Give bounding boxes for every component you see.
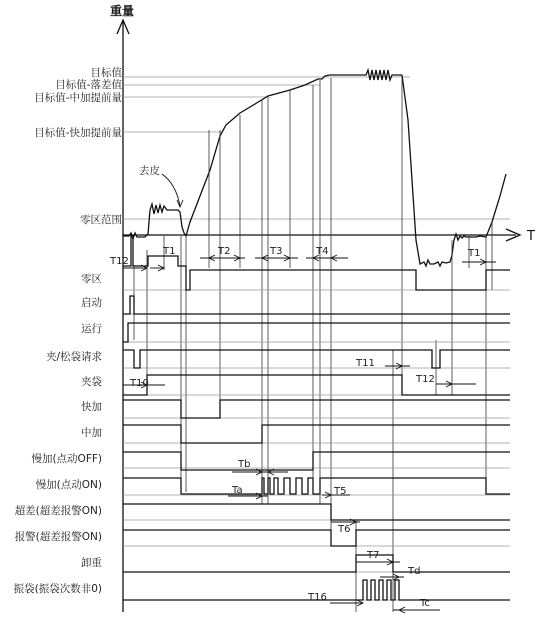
x-axis-title: T xyxy=(527,229,535,244)
level-label-target: 目标值 xyxy=(90,67,122,79)
signal-labels xyxy=(14,273,103,595)
weight-curve-discharge-and-second-cycle xyxy=(402,75,506,266)
timer-label-t12b: T12 xyxy=(416,374,435,385)
weight-curve xyxy=(123,70,506,266)
waveform-slow-feed-jog-off xyxy=(123,452,510,470)
signal-label-slow-feed-jog-off: 慢加(点动OFF) xyxy=(31,453,102,465)
signal-label-bag-vibrate: 振袋(振袋次数非0) xyxy=(13,583,102,595)
weight-levels xyxy=(34,66,510,226)
waveform-mid-feed xyxy=(123,425,510,443)
timer-label-t2: T2 xyxy=(218,246,231,257)
signal-label-mid-feed: 中加 xyxy=(81,427,102,439)
signal-label-slow-feed-jog-on: 慢加(点动ON) xyxy=(35,479,102,491)
tare-annotation xyxy=(139,164,183,207)
weight-curve-first-cycle xyxy=(123,75,360,239)
level-label-zero-range: 零区范围 xyxy=(80,214,122,226)
waveform-alarm xyxy=(123,530,510,546)
waveform-discharge xyxy=(123,555,510,572)
tare-arrowhead xyxy=(177,200,183,207)
signal-label-running: 运行 xyxy=(81,323,102,335)
signal-label-discharge: 卸重 xyxy=(81,557,102,569)
level-label-target-minus-fast: 目标值-快加提前量 xyxy=(34,127,122,139)
level-label-target-minus-fall: 目标值-落差值 xyxy=(55,79,122,91)
timing-guides xyxy=(134,78,492,612)
waveform-over-tolerance xyxy=(123,504,510,520)
timer-label-t16: T16 xyxy=(308,592,327,603)
timer-label-t10: T10 xyxy=(130,378,149,389)
waveform-fast-feed xyxy=(123,400,510,418)
timer-label-tb: Tb xyxy=(238,459,251,470)
tare-label: 去皮 xyxy=(139,165,160,177)
timer-label-tc: Tc xyxy=(420,598,430,609)
level-label-target-minus-mid: 目标值-中加提前量 xyxy=(34,92,122,104)
signal-label-clamp-bag: 夹袋 xyxy=(81,376,102,388)
waveform-slow-feed-jog-on xyxy=(123,478,510,494)
timer-label-t1b: T1 xyxy=(468,248,481,259)
signal-label-clamp-request: 夹/松袋请求 xyxy=(45,351,102,363)
weight-curve-vibration-spring xyxy=(360,70,402,80)
signal-label-alarm: 报警(超差报警ON) xyxy=(14,531,102,543)
signal-label-over-tolerance: 超差(超差报警ON) xyxy=(14,505,102,517)
timer-label-t11: T11 xyxy=(356,358,375,369)
timer-label-td: Td xyxy=(408,566,421,577)
timer-label-t1a: T1 xyxy=(163,246,176,257)
y-axis-title: 重量 xyxy=(110,4,135,18)
timer-label-t6: T6 xyxy=(338,524,351,535)
timer-label-t4: T4 xyxy=(316,246,329,257)
timer-label-t12a: T12 xyxy=(110,256,129,267)
signal-label-zero-zone: 零区 xyxy=(81,273,102,285)
timer-label-t3: T3 xyxy=(270,246,283,257)
timer-label-t5: T5 xyxy=(334,486,347,497)
timer-labels xyxy=(109,246,480,609)
signal-label-fast-feed: 快加 xyxy=(81,401,102,413)
timer-label-t7: T7 xyxy=(367,550,380,561)
signal-label-start: 启动 xyxy=(81,297,102,309)
timer-label-ta: Ta xyxy=(232,485,243,496)
timer-arrows xyxy=(123,255,496,613)
